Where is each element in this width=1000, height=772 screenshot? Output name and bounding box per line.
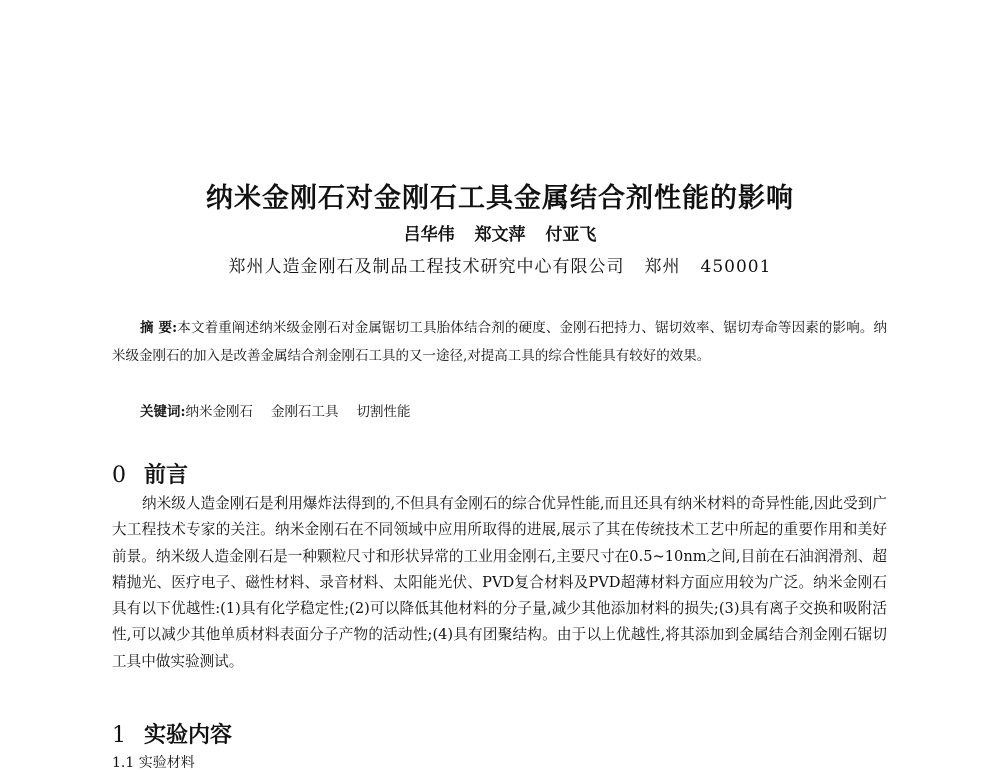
keyword-item: 切割性能 — [356, 404, 411, 420]
section-heading-0 — [112, 458, 188, 489]
paper-title: 纳米金刚石对金刚石工具金属结合剂性能的影响 — [206, 183, 794, 214]
section-number: 0 — [112, 463, 126, 488]
section-title: 前言 — [144, 462, 189, 488]
keyword-item: 金刚石工具 — [270, 404, 339, 420]
keywords-line — [140, 398, 880, 426]
section-heading-1 — [112, 718, 232, 749]
abstract-label: 摘 要: — [140, 320, 178, 336]
affiliation-line — [0, 252, 1000, 277]
affiliation-postcode: 450001 — [700, 257, 772, 277]
affiliation-org: 郑州人造金刚石及制品工程技术研究中心有限公司 — [228, 257, 625, 277]
author-list: 吕华伟 郑文萍 付亚飞 — [403, 225, 597, 245]
section-number: 1 — [112, 723, 126, 748]
affiliation-city: 郑州 — [644, 257, 681, 277]
keywords-label: 关键词: — [140, 404, 186, 420]
section-title: 实验内容 — [144, 722, 233, 748]
abstract-paragraph — [112, 314, 887, 370]
subsection-heading-cut: 1.1 实验材料 — [112, 755, 195, 771]
section-body-0: 纳米级人造金刚石是利用爆炸法得到的,不但具有金刚石的综合优异性能,而且还具有纳米材料的奇异性能,因此受到广大工程技术专家的关注。纳米金刚石在不同领域中应用所取得的进展,展示了其在传统技术工艺中所起的重要作用和美好前景。纳米级人造金刚石是一种颗粒尺寸和形状异常的工业用金刚石,主要尺寸在0.5~10nm之间,目前在石油润滑剂、超精抛光、医疗电子、磁性材料、录音材料、太阳能光伏、PVD复合材料及PVD超薄材料方面应用较为广泛。纳米金刚石具有以下优越性:(1)具有化学稳定性;(2)可以降低其他材料的分子量,减少其他添加材料的损失;(3)具有离子交换和吸附活性,可以减少其他单质材料表面分子产物的活动性;(4)具有团聚结构。由于以上优越性,将其添加到金属结合剂金刚石锯切工具中做实验测试。 — [112, 495, 887, 670]
keyword-item: 纳米金刚石 — [185, 404, 253, 420]
abstract-text: 本文着重阐述纳米级金刚石对金属锯切工具胎体结合剂的硬度、金刚石把持力、锯切效率、锯切寿命等因素的影响。纳米级金刚石的加入是改善金属结合剂金刚石工具的又一途径,对提高工具的综合性能具有较好的效果。 — [112, 320, 887, 364]
